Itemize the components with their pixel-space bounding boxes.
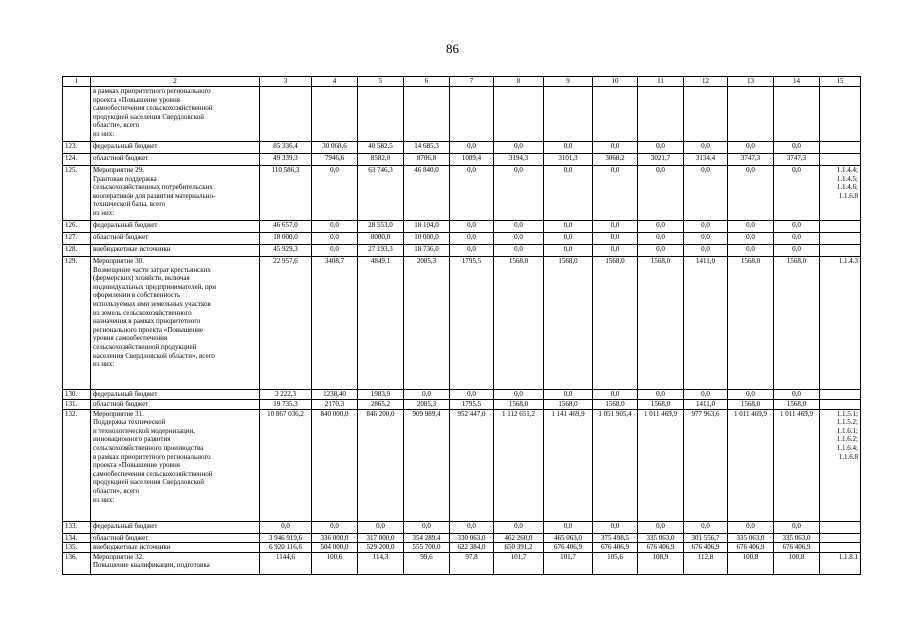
value-cell: 10 867 036,2 <box>260 409 312 521</box>
value-cell <box>312 87 358 142</box>
value-cell: 977 963,6 <box>684 409 728 521</box>
row-name-cell: Мероприятие 29. Грантовая поддержка сельскохозяйственных потребительских кооперативов для развития материально- технической базы, всего из них: <box>91 166 260 221</box>
header-cell: 5 <box>358 77 404 87</box>
value-cell: 0,0 <box>494 221 544 233</box>
target-code-cell <box>820 221 861 233</box>
value-cell: 650 391,2 <box>494 543 544 553</box>
value-cell <box>774 87 820 142</box>
row-number-cell: 132. <box>63 409 91 521</box>
header-cell: 8 <box>494 77 544 87</box>
header-cell: 4 <box>312 77 358 87</box>
value-cell: 40 582,5 <box>358 142 404 154</box>
value-cell: 0,0 <box>774 166 820 221</box>
value-cell: 63 746,3 <box>358 166 404 221</box>
row-name-cell: внебюджетные источники <box>91 543 260 553</box>
row-number-cell: 128. <box>63 245 91 257</box>
value-cell: 1568,0 <box>638 399 684 409</box>
row-number-cell: 126. <box>63 221 91 233</box>
value-cell: 1 011 469,9 <box>774 409 820 521</box>
row-name-cell: федеральный бюджет <box>91 142 260 154</box>
value-cell: 0,0 <box>494 233 544 245</box>
value-cell: 1568,0 <box>494 399 544 409</box>
value-cell: 45 929,3 <box>260 245 312 257</box>
value-cell: 0,0 <box>450 245 494 257</box>
value-cell: 28 553,0 <box>358 221 404 233</box>
value-cell: 0,0 <box>638 245 684 257</box>
header-cell: 2 <box>91 77 260 87</box>
value-cell <box>684 87 728 142</box>
header-cell: 9 <box>544 77 593 87</box>
value-cell: 0,0 <box>728 390 774 400</box>
value-cell: 0,0 <box>593 233 638 245</box>
value-cell: 100,8 <box>774 552 820 574</box>
target-code-cell <box>820 543 861 553</box>
target-code-cell: 1.1.8.1 <box>820 552 861 574</box>
value-cell <box>728 87 774 142</box>
row-number-cell: 130. <box>63 390 91 400</box>
value-cell: 676 406,9 <box>544 543 593 553</box>
value-cell: 114,3 <box>358 552 404 574</box>
table-row <box>63 409 861 521</box>
value-cell: 0,0 <box>593 221 638 233</box>
value-cell: 0,0 <box>450 233 494 245</box>
value-cell: 0,0 <box>544 166 593 221</box>
value-cell: 0,0 <box>593 166 638 221</box>
value-cell: 846 200,0 <box>358 409 404 521</box>
value-cell: 0,0 <box>404 390 450 400</box>
table-row <box>63 543 861 553</box>
value-cell <box>358 87 404 142</box>
value-cell: 0,0 <box>684 142 728 154</box>
row-number-cell: 125. <box>63 166 91 221</box>
value-cell: 7946,6 <box>312 154 358 166</box>
target-code-cell <box>820 154 861 166</box>
value-cell: 676 406,9 <box>593 543 638 553</box>
value-cell: 335 063,0 <box>774 533 820 543</box>
table-row <box>63 399 861 409</box>
target-code-cell: 1.1.4.3 <box>820 257 861 390</box>
value-cell: 14 685,3 <box>404 142 450 154</box>
value-cell: 0,0 <box>494 245 544 257</box>
row-name-cell: федеральный бюджет <box>91 390 260 400</box>
value-cell: 1 051 905,4 <box>593 409 638 521</box>
value-cell: 0,0 <box>684 221 728 233</box>
value-cell: 46 840,0 <box>404 166 450 221</box>
value-cell: 676 406,9 <box>684 543 728 553</box>
header-cell: 3 <box>260 77 312 87</box>
table-row <box>63 533 861 543</box>
value-cell: 3101,3 <box>544 154 593 166</box>
header-cell: 11 <box>638 77 684 87</box>
value-cell: 0,0 <box>494 390 544 400</box>
value-cell: 0,0 <box>638 390 684 400</box>
header-cell: 10 <box>593 77 638 87</box>
value-cell: 0,0 <box>544 521 593 533</box>
header-cell: 12 <box>684 77 728 87</box>
row-number-cell: 124. <box>63 154 91 166</box>
value-cell: 676 406,9 <box>728 543 774 553</box>
value-cell: 1568,0 <box>774 257 820 390</box>
table-row <box>63 233 861 245</box>
value-cell: 4849,1 <box>358 257 404 390</box>
value-cell: 0,0 <box>728 245 774 257</box>
value-cell: 317 000,0 <box>358 533 404 543</box>
target-code-cell <box>820 521 861 533</box>
value-cell: 840 000,0 <box>312 409 358 521</box>
value-cell: 0,0 <box>312 233 358 245</box>
target-code-cell: 1.1.4.4; 1.1.4.5; 1.1.4.6; 1.1.6.8 <box>820 166 861 221</box>
row-number-cell: 123. <box>63 142 91 154</box>
value-cell: 2170,3 <box>312 399 358 409</box>
row-name-cell: Мероприятие 31. Поддержка технической и технологической модернизации, инновационного развития сельскохозяйственного производства в рамках приоритетного регионального проекта «Повышение уровня самообеспечения сельскохозяйственной продукцией населения Свердловской области», всего из них: <box>91 409 260 521</box>
value-cell <box>404 87 450 142</box>
target-code-cell <box>820 399 861 409</box>
value-cell <box>544 87 593 142</box>
value-cell <box>260 87 312 142</box>
value-cell: 0,0 <box>593 245 638 257</box>
value-cell: 1568,0 <box>544 257 593 390</box>
target-code-cell <box>820 233 861 245</box>
value-cell: 676 406,9 <box>638 543 684 553</box>
value-cell: 3194,3 <box>494 154 544 166</box>
value-cell: 27 193,3 <box>358 245 404 257</box>
header-cell: 14 <box>774 77 820 87</box>
value-cell: 108,9 <box>638 552 684 574</box>
row-name-cell: внебюджетные источники <box>91 245 260 257</box>
value-cell: 85 336,4 <box>260 142 312 154</box>
table-row <box>63 521 861 533</box>
value-cell: 0,0 <box>260 521 312 533</box>
value-cell: 375 498,5 <box>593 533 638 543</box>
value-cell: 622 384,0 <box>450 543 494 553</box>
value-cell: 0,0 <box>728 166 774 221</box>
value-cell: 0,0 <box>684 166 728 221</box>
value-cell: 0,0 <box>544 142 593 154</box>
value-cell: 301 556,7 <box>684 533 728 543</box>
value-cell: 555 700,0 <box>404 543 450 553</box>
value-cell: 100,6 <box>312 552 358 574</box>
row-name-cell: областной бюджет <box>91 533 260 543</box>
value-cell: 105,6 <box>593 552 638 574</box>
value-cell: 22 957,6 <box>260 257 312 390</box>
value-cell: 0,0 <box>312 166 358 221</box>
target-code-cell <box>820 87 861 142</box>
value-cell: 3 222,3 <box>260 390 312 400</box>
value-cell: 2085,3 <box>404 257 450 390</box>
value-cell: 0,0 <box>728 521 774 533</box>
value-cell <box>494 87 544 142</box>
value-cell: 1795,5 <box>450 399 494 409</box>
table-header-row <box>63 77 861 87</box>
row-name-cell: областной бюджет <box>91 233 260 245</box>
value-cell: 354 289,4 <box>404 533 450 543</box>
value-cell: 462 260,0 <box>494 533 544 543</box>
value-cell: 0,0 <box>450 521 494 533</box>
value-cell: 0,0 <box>684 245 728 257</box>
value-cell: 0,0 <box>450 221 494 233</box>
value-cell: 0,0 <box>450 142 494 154</box>
value-cell: 1144,6 <box>260 552 312 574</box>
row-name-cell: Мероприятие 30. Возмещение части затрат крестьянских (фермерских) хозяйств, включая индивидуальных предпринимателей, при оформлении в собственность используемых ими земельных участков из земель сельскохозяйственного назначения в рамках приоритетного регионального проекта «Повышение уровня самообеспечения сельскохозяйственной продукцией населения Свердловской области», всего из них: <box>91 257 260 390</box>
value-cell: 1568,0 <box>728 399 774 409</box>
value-cell: 1 011 469,9 <box>728 409 774 521</box>
value-cell: 2865,2 <box>358 399 404 409</box>
value-cell: 0,0 <box>450 166 494 221</box>
value-cell: 0,0 <box>684 233 728 245</box>
value-cell: 0,0 <box>774 142 820 154</box>
table-body <box>63 77 861 575</box>
target-code-cell <box>820 245 861 257</box>
value-cell: 335 063,0 <box>728 533 774 543</box>
value-cell: 0,0 <box>494 166 544 221</box>
value-cell: 0,0 <box>638 233 684 245</box>
row-name-cell: областной бюджет <box>91 399 260 409</box>
value-cell: 0,0 <box>774 390 820 400</box>
value-cell: 0,0 <box>684 390 728 400</box>
value-cell: 0,0 <box>312 221 358 233</box>
row-name-cell: федеральный бюджет <box>91 521 260 533</box>
value-cell: 3408,7 <box>312 257 358 390</box>
header-cell: 7 <box>450 77 494 87</box>
value-cell: 100,8 <box>728 552 774 574</box>
value-cell: 336 000,0 <box>312 533 358 543</box>
value-cell: 0,0 <box>593 390 638 400</box>
value-cell: 0,0 <box>312 245 358 257</box>
value-cell: 101,7 <box>544 552 593 574</box>
value-cell: 909 989,4 <box>404 409 450 521</box>
value-cell: 1568,0 <box>638 257 684 390</box>
table-row <box>63 154 861 166</box>
value-cell: 46 657,0 <box>260 221 312 233</box>
value-cell: 1238,40 <box>312 390 358 400</box>
table-row <box>63 166 861 221</box>
value-cell: 18 736,0 <box>404 245 450 257</box>
value-cell: 0,0 <box>544 221 593 233</box>
value-cell: 676 406,9 <box>774 543 820 553</box>
row-number-cell <box>63 87 91 142</box>
value-cell: 0,0 <box>312 521 358 533</box>
value-cell: 10 000,0 <box>404 233 450 245</box>
value-cell: 3068,2 <box>593 154 638 166</box>
row-name-cell: федеральный бюджет <box>91 221 260 233</box>
value-cell: 110 586,3 <box>260 166 312 221</box>
table-row <box>63 257 861 390</box>
value-cell: 0,0 <box>728 142 774 154</box>
value-cell: 0,0 <box>494 521 544 533</box>
table-row <box>63 390 861 400</box>
value-cell: 0,0 <box>450 390 494 400</box>
value-cell: 49 339,3 <box>260 154 312 166</box>
value-cell: 952 447,0 <box>450 409 494 521</box>
value-cell: 0,0 <box>358 521 404 533</box>
table-row <box>63 221 861 233</box>
row-number-cell: 129. <box>63 257 91 390</box>
header-cell: 15 <box>820 77 861 87</box>
table-row <box>63 552 861 574</box>
value-cell: 0,0 <box>404 521 450 533</box>
value-cell: 8582,0 <box>358 154 404 166</box>
value-cell: 30 068,6 <box>312 142 358 154</box>
value-cell: 8706,8 <box>404 154 450 166</box>
row-number-cell: 133. <box>63 521 91 533</box>
value-cell: 3134,4 <box>684 154 728 166</box>
table-row <box>63 245 861 257</box>
value-cell: 19 735,3 <box>260 399 312 409</box>
value-cell <box>450 87 494 142</box>
value-cell: 1568,0 <box>774 399 820 409</box>
value-cell: 1568,0 <box>494 257 544 390</box>
table-row <box>63 142 861 154</box>
value-cell: 1568,0 <box>544 399 593 409</box>
value-cell: 1568,0 <box>728 257 774 390</box>
page-number: 86 <box>446 41 459 56</box>
value-cell: 6 920 116,6 <box>260 543 312 553</box>
row-number-cell: 135. <box>63 543 91 553</box>
value-cell: 0,0 <box>544 245 593 257</box>
value-cell: 0,0 <box>494 142 544 154</box>
table-row <box>63 87 861 142</box>
row-name-cell: в рамках приоритетного регионального проекта «Повышение уровня самообеспечения сельскохозяйственной продукцией населения Свердловской области», всего из них: <box>91 87 260 142</box>
value-cell: 0,0 <box>638 142 684 154</box>
value-cell: 1411,0 <box>684 399 728 409</box>
value-cell: 112,8 <box>684 552 728 574</box>
value-cell: 0,0 <box>544 390 593 400</box>
value-cell: 18 000,0 <box>260 233 312 245</box>
row-number-cell: 127. <box>63 233 91 245</box>
row-number-cell: 134. <box>63 533 91 543</box>
target-code-cell <box>820 142 861 154</box>
value-cell: 0,0 <box>728 221 774 233</box>
value-cell: 0,0 <box>638 221 684 233</box>
budget-table <box>62 76 861 575</box>
value-cell: 1568,0 <box>593 257 638 390</box>
row-number-cell: 131. <box>63 399 91 409</box>
value-cell: 330 063,0 <box>450 533 494 543</box>
header-cell: 1 <box>63 77 91 87</box>
row-number-cell: 136. <box>63 552 91 574</box>
value-cell: 1983,9 <box>358 390 404 400</box>
value-cell: 0,0 <box>774 521 820 533</box>
value-cell: 0,0 <box>774 221 820 233</box>
value-cell: 1 112 651,2 <box>494 409 544 521</box>
value-cell: 0,0 <box>774 245 820 257</box>
value-cell: 99,6 <box>404 552 450 574</box>
value-cell: 101,7 <box>494 552 544 574</box>
value-cell: 0,0 <box>728 233 774 245</box>
header-cell: 6 <box>404 77 450 87</box>
value-cell <box>638 87 684 142</box>
value-cell: 0,0 <box>638 166 684 221</box>
value-cell: 3021,7 <box>638 154 684 166</box>
value-cell: 0,0 <box>544 233 593 245</box>
value-cell: 1411,0 <box>684 257 728 390</box>
value-cell <box>593 87 638 142</box>
value-cell: 0,0 <box>593 142 638 154</box>
value-cell: 2085,3 <box>404 399 450 409</box>
value-cell: 1568,0 <box>593 399 638 409</box>
target-code-cell: 1.1.5.1; 1.1.5.2; 1.1.6.1; 1.1.6.2; 1.1.6.4; 1.1.6.8 <box>820 409 861 521</box>
header-cell: 13 <box>728 77 774 87</box>
value-cell: 3 946 919,6 <box>260 533 312 543</box>
value-cell: 504 000,0 <box>312 543 358 553</box>
value-cell: 18 104,0 <box>404 221 450 233</box>
target-code-cell <box>820 533 861 543</box>
value-cell: 335 063,0 <box>638 533 684 543</box>
value-cell: 97,8 <box>450 552 494 574</box>
row-name-cell: Мероприятие 32. Повышение квалификации, подготовка <box>91 552 260 574</box>
value-cell: 0,0 <box>684 521 728 533</box>
value-cell: 8000,0 <box>358 233 404 245</box>
value-cell: 465 063,0 <box>544 533 593 543</box>
row-name-cell: областной бюджет <box>91 154 260 166</box>
value-cell: 0,0 <box>638 521 684 533</box>
value-cell: 0,0 <box>593 521 638 533</box>
value-cell: 3747,3 <box>728 154 774 166</box>
value-cell: 1 011 469,9 <box>638 409 684 521</box>
value-cell: 0,0 <box>774 233 820 245</box>
value-cell: 529 200,0 <box>358 543 404 553</box>
value-cell: 3747,3 <box>774 154 820 166</box>
target-code-cell <box>820 390 861 400</box>
value-cell: 1089,4 <box>450 154 494 166</box>
value-cell: 1 141 469,9 <box>544 409 593 521</box>
value-cell: 1795,5 <box>450 257 494 390</box>
